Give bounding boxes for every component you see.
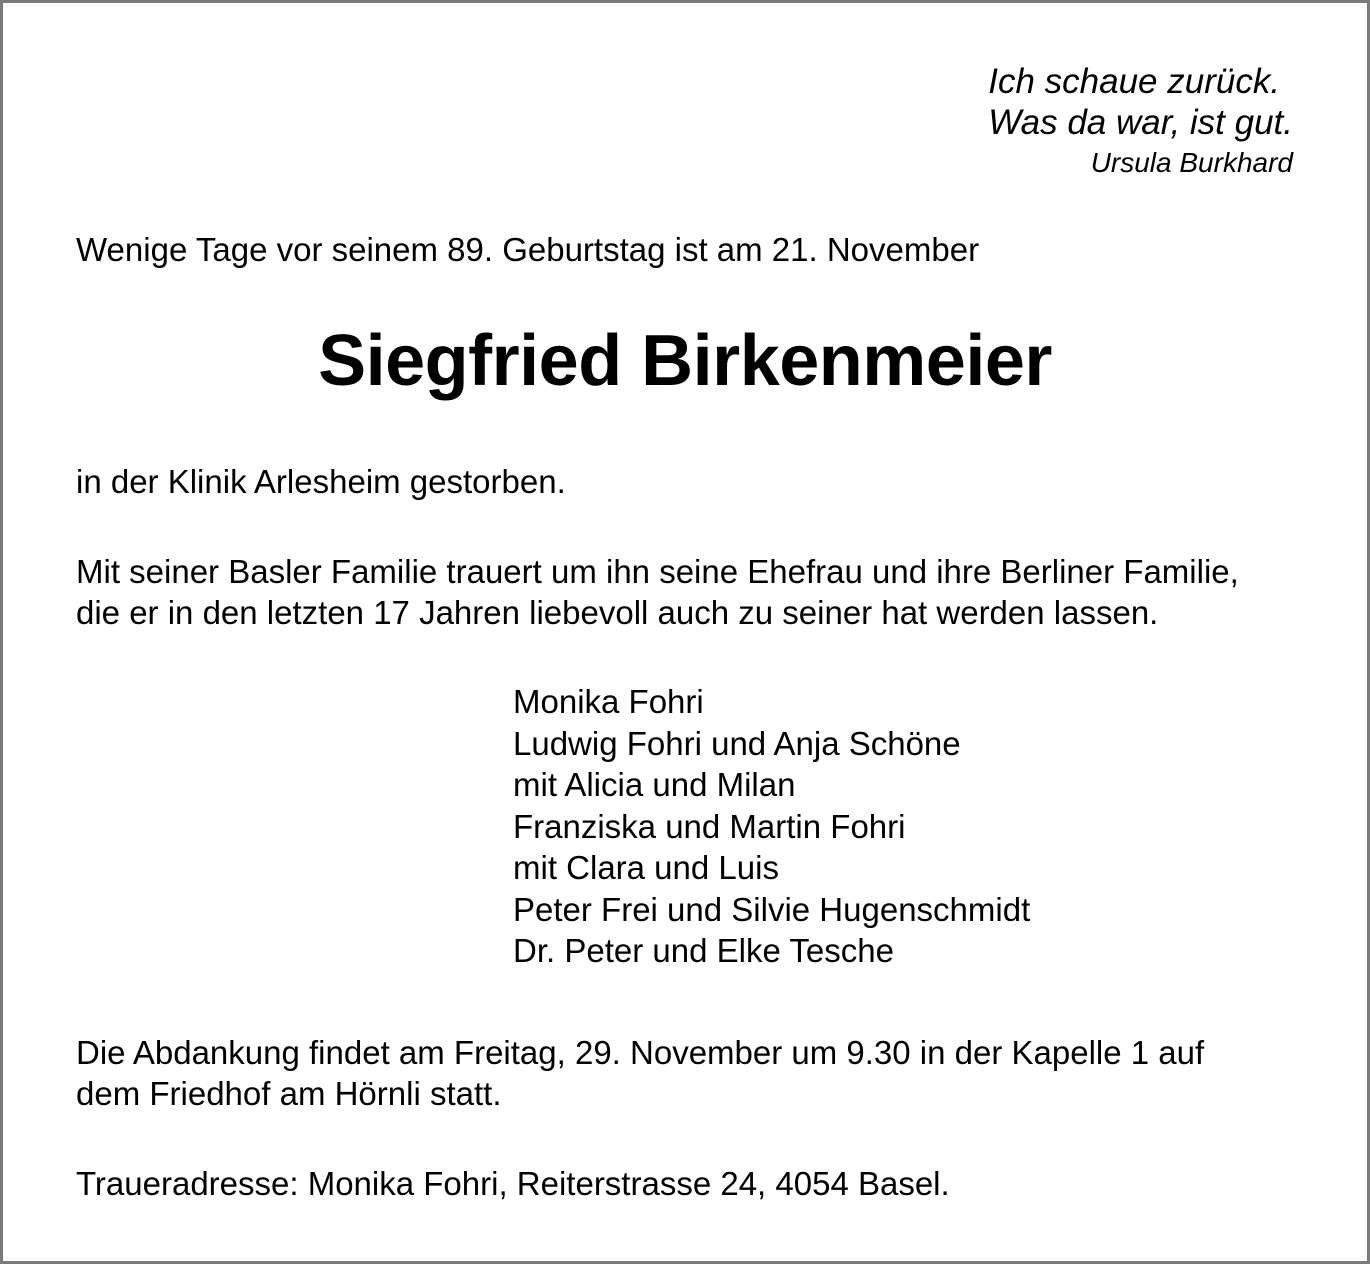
motto-quote	[988, 61, 1293, 183]
signers-list	[513, 681, 1030, 972]
signer: mit Alicia und Milan	[513, 766, 796, 803]
funeral-notice	[76, 1032, 1204, 1114]
signer: Franziska und Martin Fohri	[513, 807, 906, 845]
mourning-line: Mit seiner Basler Familie trauert um ihn seine Ehefrau und ihre Berliner Familie,	[76, 553, 1239, 590]
deceased-name: Siegfried Birkenmeier	[318, 321, 1052, 401]
motto-line: Ich schaue zurück.	[988, 62, 1281, 101]
mourning-paragraph	[76, 551, 1239, 633]
mourning-line: die er in den letzten 17 Jahren liebevoll auch zu seiner hat werden lassen.	[76, 594, 1159, 631]
motto-line: Was da war, ist gut.	[988, 103, 1293, 142]
funeral-line: Die Abdankung findet am Freitag, 29. November um 9.30 in der Kapelle 1 auf	[76, 1034, 1205, 1071]
signer: Ludwig Fohri und Anja Schöne	[513, 724, 961, 762]
signer: Dr. Peter und Elke Tesche	[513, 932, 894, 969]
funeral-line: dem Friedhof am Hörnli statt.	[76, 1075, 502, 1112]
signer: Peter Frei und Silvie Hugenschmidt	[513, 890, 1031, 928]
signer: mit Clara und Luis	[513, 849, 779, 886]
motto-author: Ursula Burkhard	[1090, 147, 1293, 178]
mourning-address: Traueradresse: Monika Fohri, Reiterstrasse 24, 4054 Basel.	[76, 1165, 950, 1202]
signer: Monika Fohri	[513, 683, 704, 720]
intro-text: Wenige Tage vor seinem 89. Geburtstag ist am 21. November	[76, 231, 980, 268]
death-place-text: in der Klinik Arlesheim gestorben.	[76, 463, 566, 500]
